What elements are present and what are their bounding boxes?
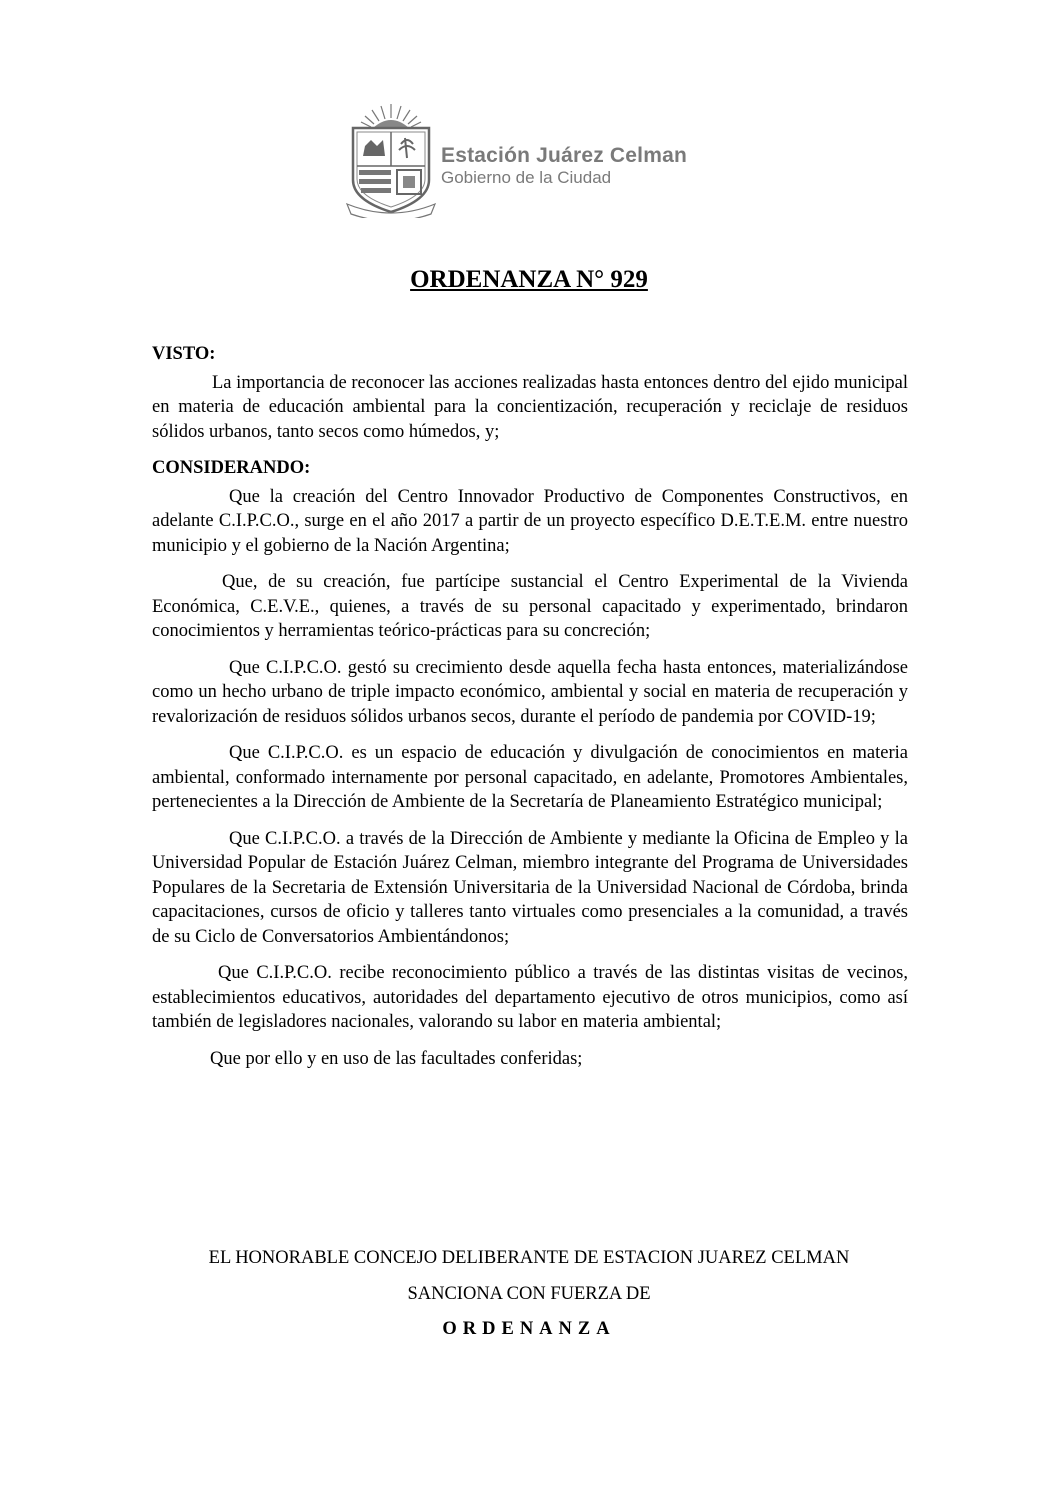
considerando-paragraph: Que C.I.P.C.O. a través de la Dirección de Ambiente y mediante la Oficina de Empleo y la Universidad Popular de Estación Juárez Celman, miembro integrante del Programa de Universidades Populares de la Secretaria de Extensión Universitaria de la Universidad Nacional de Córdoba, brinda capacitaciones, cursos de oficio y talleres tanto virtuales como presenciales a la comunidad, a través de su Ciclo de Conversatorios Ambientándonos; [152,828,908,947]
visto-heading: VISTO: [152,344,216,364]
municipal-crest-icon [345,100,437,218]
organization-name: Estación Juárez Celman [441,144,687,167]
ordenanza-word: ORDENANZA [442,1319,616,1339]
document-body [152,342,908,1083]
considerando-paragraph: Que C.I.P.C.O. es un espacio de educación y divulgación de conocimientos en materia ambiental, conformado internamente por personal capacitado, en adelante, Promotores Ambientales, pertenecientes a la Dirección de Ambiente de la Secretaría de Planeamiento Estratégico municipal; [152,743,908,812]
organization-subtitle: Gobierno de la Ciudad [441,168,612,187]
considerando-paragraph: Que C.I.P.C.O. recibe reconocimiento público a través de las distintas visitas de vecinos, establecimientos educativos, autoridades del departamento ejecutivo de otros municipios, como así también de legisladores nacionales, valorando su labor en materia ambiental; [152,963,908,1032]
council-line: EL HONORABLE CONCEJO DELIBERANTE DE ESTACION JUAREZ CELMAN [208,1248,850,1268]
document-title: ORDENANZA N° 929 [410,266,648,293]
considerando-paragraph: Que C.I.P.C.O. gestó su crecimiento desde aquella fecha hasta entonces, materializándose como un hecho urbano de triple impacto económico, ambiental y social en materia de recuperación y revalorización de residuos sólidos urbanos secos, durante el período de pandemia por COVID-19; [152,657,908,727]
organization-name-block [441,144,687,188]
considerando-paragraph: Que, de su creación, fue partícipe sustancial el Centro Experimental de la Vivienda Económica, C.E.V.E., quienes, a través de su personal capacitado y experimentado, brindaron conocimientos y herramientas teórico-prácticas para su concreción; [152,572,908,641]
considerando-heading: CONSIDERANDO: [152,458,311,478]
considerando-paragraph: Que la creación del Centro Innovador Productivo de Componentes Constructivos, en adelante C.I.P.C.O., surge en el año 2017 a partir de un proyecto específico D.E.T.E.M. entre nuestro municipio y el gobierno de la Nación Argentina; [152,486,908,556]
visto-paragraph: La importancia de reconocer las acciones realizadas hasta entonces dentro del ejido municipal en materia de educación ambiental para la concientización, recuperación y reciclaje de residuos sólidos urbanos, tanto secos como húmedos, y; [152,372,908,442]
letterhead [345,100,725,220]
sanciona-line: SANCIONA CON FUERZA DE [407,1284,651,1304]
closing-paragraph: Que por ello y en uso de las facultades conferidas; [210,1048,583,1069]
